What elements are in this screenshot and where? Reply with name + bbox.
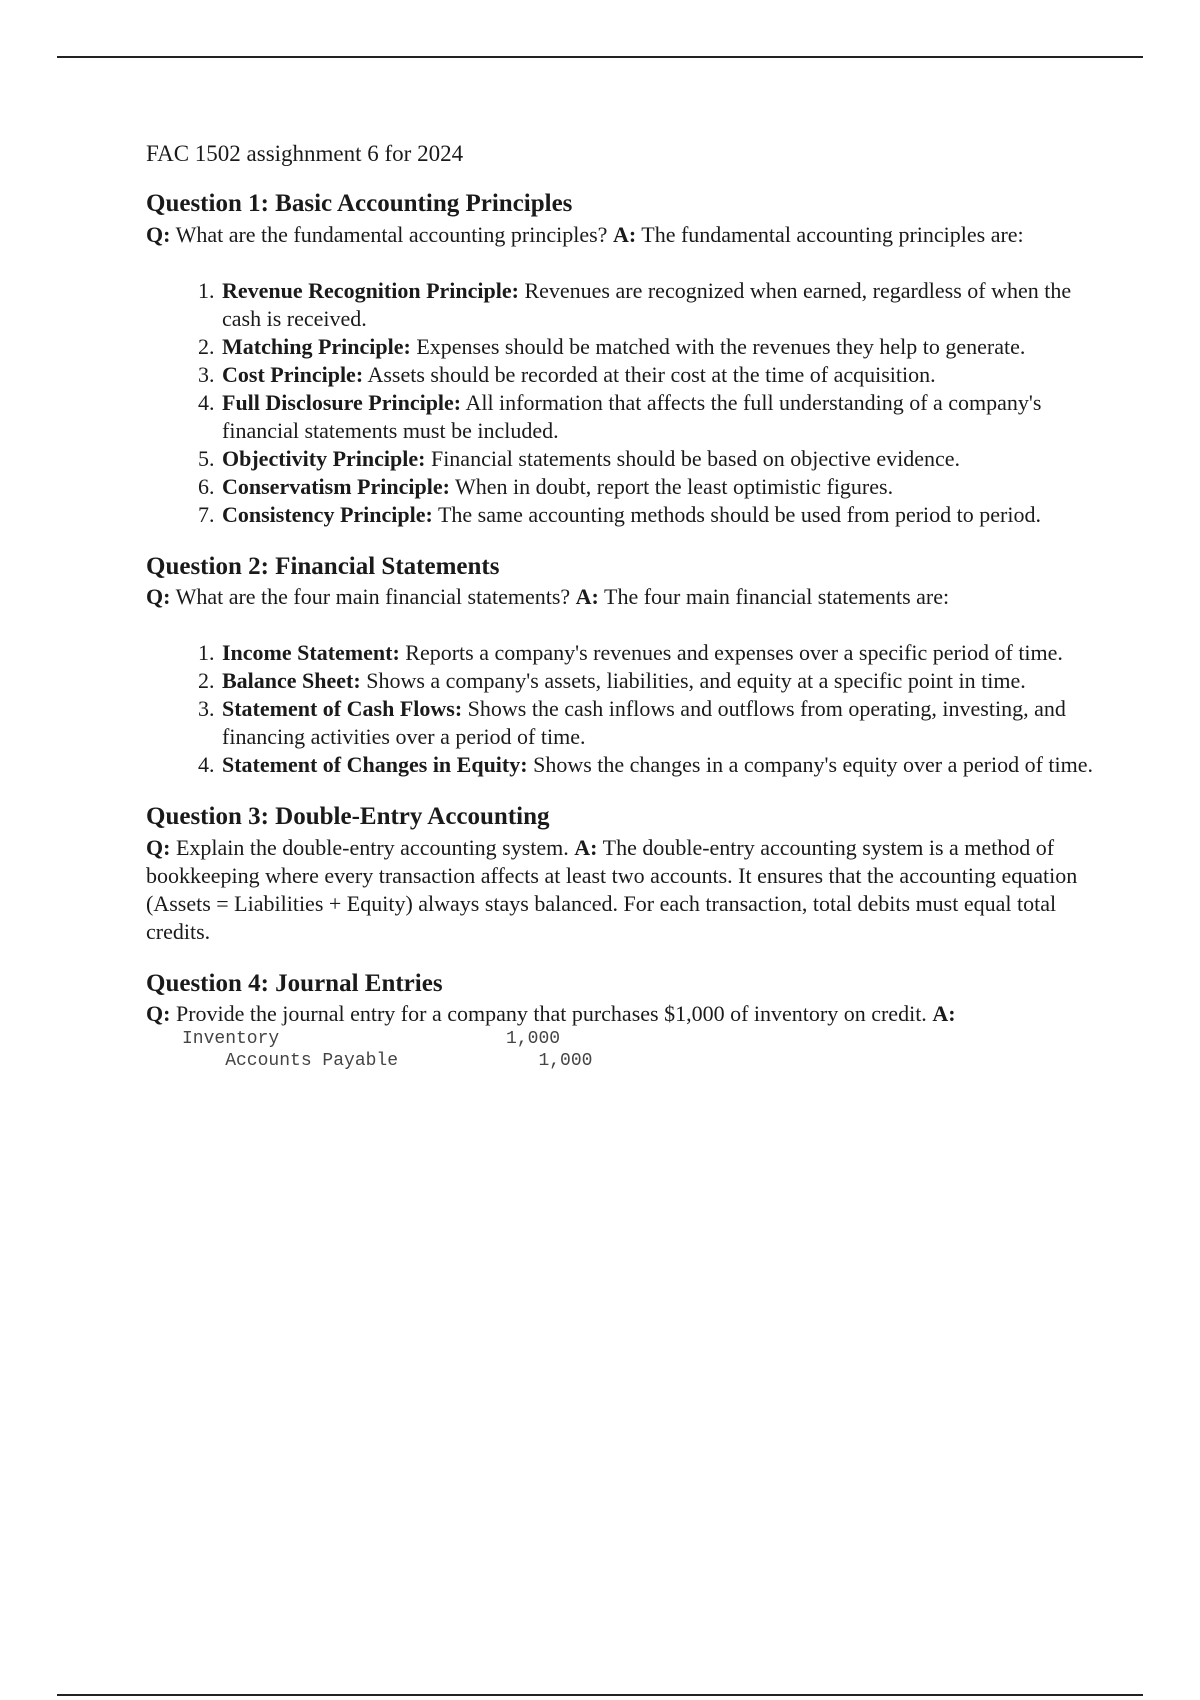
answer-3-text: The double-entry accounting system is a method of bookkeeping where every transaction affects at least two accounts. It ensures that the accounting equation (Assets = Liabilities + Equity) always stays balanced. For each transaction, total debits must equal total credits. [146,834,1078,944]
question-1-heading: Question 1: Basic Accounting Principles [146,190,573,218]
item-text: Expenses should be matched with the revenues they help to generate. [416,333,1026,359]
document-title: FAC 1502 assighnment 6 for 2024 [146,141,464,166]
question-2 [146,551,1096,780]
list-item [220,333,1096,361]
a-label: A: [575,584,599,610]
list-item [220,695,1096,751]
item-term: Objectivity Principle: [222,445,426,471]
item-term: Conservatism Principle: [222,473,450,499]
list-item [220,667,1096,695]
journal-entry: Inventory 1,000 Accounts Payable 1,000 [182,1029,593,1072]
question-3 [146,801,1096,946]
a-label: A: [574,834,598,860]
item-term: Cost Principle: [222,361,364,387]
answer-1-text: The fundamental accounting principles are: [641,221,1024,247]
question-1-qa [146,221,1096,249]
item-term: Statement of Cash Flows: [222,696,463,722]
item-text: Shows the cash inflows and outflows from operating, investing, and financing activities over a period of time. [222,696,1066,750]
statements-list [146,639,1096,779]
question-3-qa [146,834,1096,946]
item-term: Matching Principle: [222,333,411,359]
q-label: Q: [146,834,171,860]
question-3-heading: Question 3: Double-Entry Accounting [146,803,550,831]
item-term: Full Disclosure Principle: [222,389,462,415]
item-term: Statement of Changes in Equity: [222,752,528,778]
question-2-qa [146,583,1096,611]
question-2-heading: Question 2: Financial Statements [146,552,500,580]
item-text: Reports a company's revenues and expenses over a specific period of time. [405,640,1063,666]
document-body [146,138,1096,1072]
question-3-text: Explain the double-entry accounting system. [175,834,569,860]
item-text: All information that affects the full understanding of a company's financial statements must be included. [222,389,1042,443]
item-text: When in doubt, report the least optimistic figures. [455,473,894,499]
item-text: Financial statements should be based on objective evidence. [430,445,961,471]
question-4 [146,968,1096,1073]
item-text: Revenues are recognized when earned, regardless of when the cash is received. [222,277,1072,331]
principles-list [146,277,1096,529]
list-item [220,277,1096,333]
question-1-text: What are the fundamental accounting principles? [175,221,608,247]
item-text: Assets should be recorded at their cost at the time of acquisition. [367,361,936,387]
list-item [220,361,1096,389]
item-term: Income Statement: [222,640,400,666]
q-label: Q: [146,221,171,247]
list-item [220,473,1096,501]
question-1 [146,188,1096,529]
bottom-rule [57,1694,1143,1696]
list-item [220,445,1096,473]
list-item [220,751,1096,779]
item-text: The same accounting methods should be used from period to period. [437,501,1041,527]
item-text: Shows a company's assets, liabilities, and equity at a specific point in time. [366,668,1026,694]
answer-2-text: The four main financial statements are: [604,584,950,610]
item-term: Revenue Recognition Principle: [222,277,519,303]
list-item [220,501,1096,529]
q-label: Q: [146,1001,171,1027]
top-rule [57,56,1143,58]
item-term: Consistency Principle: [222,501,433,527]
a-label: A: [932,1001,956,1027]
item-term: Balance Sheet: [222,668,361,694]
question-4-qa [146,1000,1096,1028]
a-label: A: [612,221,637,247]
item-text: Shows the changes in a company's equity over a period of time. [533,752,1094,778]
question-4-heading: Question 4: Journal Entries [146,969,443,997]
q-label: Q: [146,584,171,610]
question-4-text: Provide the journal entry for a company that purchases $1,000 of inventory on credit. [175,1001,927,1027]
list-item [220,639,1096,667]
list-item [220,389,1096,445]
question-2-text: What are the four main financial statements? [175,584,571,610]
